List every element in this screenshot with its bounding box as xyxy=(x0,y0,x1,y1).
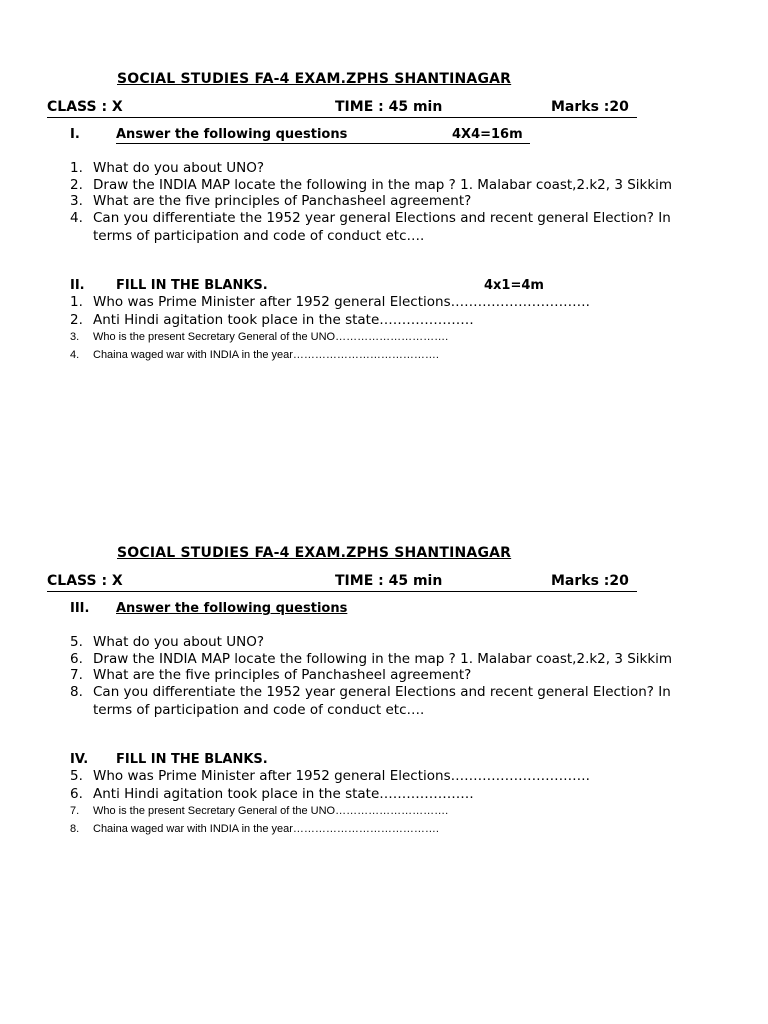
question-number: 5. xyxy=(70,634,83,650)
time-label: TIME : 45 min xyxy=(335,99,443,115)
marks-label: Marks :20 xyxy=(551,573,629,589)
question-text: Draw the INDIA MAP locate the following in the map ? 1. Malabar coast,2.k2, 3 Sikkim xyxy=(93,177,673,193)
question-item xyxy=(70,209,710,245)
question-number: 4. xyxy=(70,210,83,226)
class-label: CLASS : X xyxy=(47,99,123,115)
blank-number: 2. xyxy=(70,312,83,328)
section-marks: 4X4=16m xyxy=(452,127,523,142)
section-marks: 4x1=4m xyxy=(484,278,544,293)
blank-text: Anti Hindi agitation took place in the state………………… xyxy=(93,312,474,328)
blank-item xyxy=(70,803,448,819)
question-number: 2. xyxy=(70,177,83,193)
question-text: What are the five principles of Panchasheel agreement? xyxy=(93,667,472,683)
question-item xyxy=(70,683,710,719)
blank-number: 1. xyxy=(70,294,83,310)
section-number: IV. xyxy=(70,752,89,767)
marks-label: Marks :20 xyxy=(551,99,629,115)
question-text: Can you differentiate the 1952 year general Elections and recent general Election? In terms of participation and code of conduct etc…. xyxy=(93,684,671,718)
class-time-marks-row xyxy=(47,99,637,118)
blank-text: Who is the present Secretary General of the UNO…………………………. xyxy=(93,805,449,817)
question-item xyxy=(70,666,471,684)
question-item xyxy=(70,633,264,651)
blank-number: 7. xyxy=(70,805,80,817)
blank-number: 8. xyxy=(70,823,80,835)
question-number: 1. xyxy=(70,160,83,176)
question-text: What do you about UNO? xyxy=(93,160,264,176)
question-text: What are the five principles of Panchasheel agreement? xyxy=(93,193,472,209)
blank-number: 6. xyxy=(70,786,83,802)
section-heading: FILL IN THE BLANKS. xyxy=(116,752,268,767)
blank-text: Who was Prime Minister after 1952 general Elections…………………………. xyxy=(93,294,590,310)
blank-item xyxy=(70,311,474,329)
class-time-marks-row xyxy=(47,573,637,592)
exam-title: SOCIAL STUDIES FA-4 EXAM.ZPHS SHANTINAGAR xyxy=(117,71,512,87)
section-number: I. xyxy=(70,127,80,142)
question-number: 6. xyxy=(70,651,83,667)
class-label: CLASS : X xyxy=(47,573,123,589)
question-number: 3. xyxy=(70,193,83,209)
blank-item xyxy=(70,767,590,785)
question-text: Can you differentiate the 1952 year general Elections and recent general Election? In terms of participation and code of conduct etc…. xyxy=(93,210,671,244)
blank-item xyxy=(70,293,590,311)
section-number: II. xyxy=(70,278,85,293)
section-heading xyxy=(116,127,530,144)
blank-text: Who was Prime Minister after 1952 general Elections…………………………. xyxy=(93,768,590,784)
blank-text: Who is the present Secretary General of the UNO…………………………. xyxy=(93,331,449,343)
time-label: TIME : 45 min xyxy=(335,573,443,589)
blank-text: Chaina waged war with INDIA in the year…………………………………. xyxy=(93,823,439,835)
section-heading: FILL IN THE BLANKS. xyxy=(116,278,268,293)
blank-item xyxy=(70,347,439,363)
blank-number: 3. xyxy=(70,331,80,343)
question-number: 7. xyxy=(70,667,83,683)
question-text: Draw the INDIA MAP locate the following in the map ? 1. Malabar coast,2.k2, 3 Sikkim xyxy=(93,651,673,667)
question-text: What do you about UNO? xyxy=(93,634,264,650)
blank-item xyxy=(70,821,439,837)
section-number: III. xyxy=(70,601,90,616)
section-heading: Answer the following questions xyxy=(116,601,348,616)
question-item xyxy=(70,192,471,210)
exam-title: SOCIAL STUDIES FA-4 EXAM.ZPHS SHANTINAGAR xyxy=(117,545,512,561)
blank-text: Anti Hindi agitation took place in the state………………… xyxy=(93,786,474,802)
question-number: 8. xyxy=(70,684,83,700)
blank-number: 5. xyxy=(70,768,83,784)
blank-item xyxy=(70,785,474,803)
section-heading-text: Answer the following questions xyxy=(116,127,348,142)
blank-item xyxy=(70,329,448,345)
blank-text: Chaina waged war with INDIA in the year…………………………………. xyxy=(93,349,439,361)
question-item xyxy=(70,159,264,177)
blank-number: 4. xyxy=(70,349,80,361)
